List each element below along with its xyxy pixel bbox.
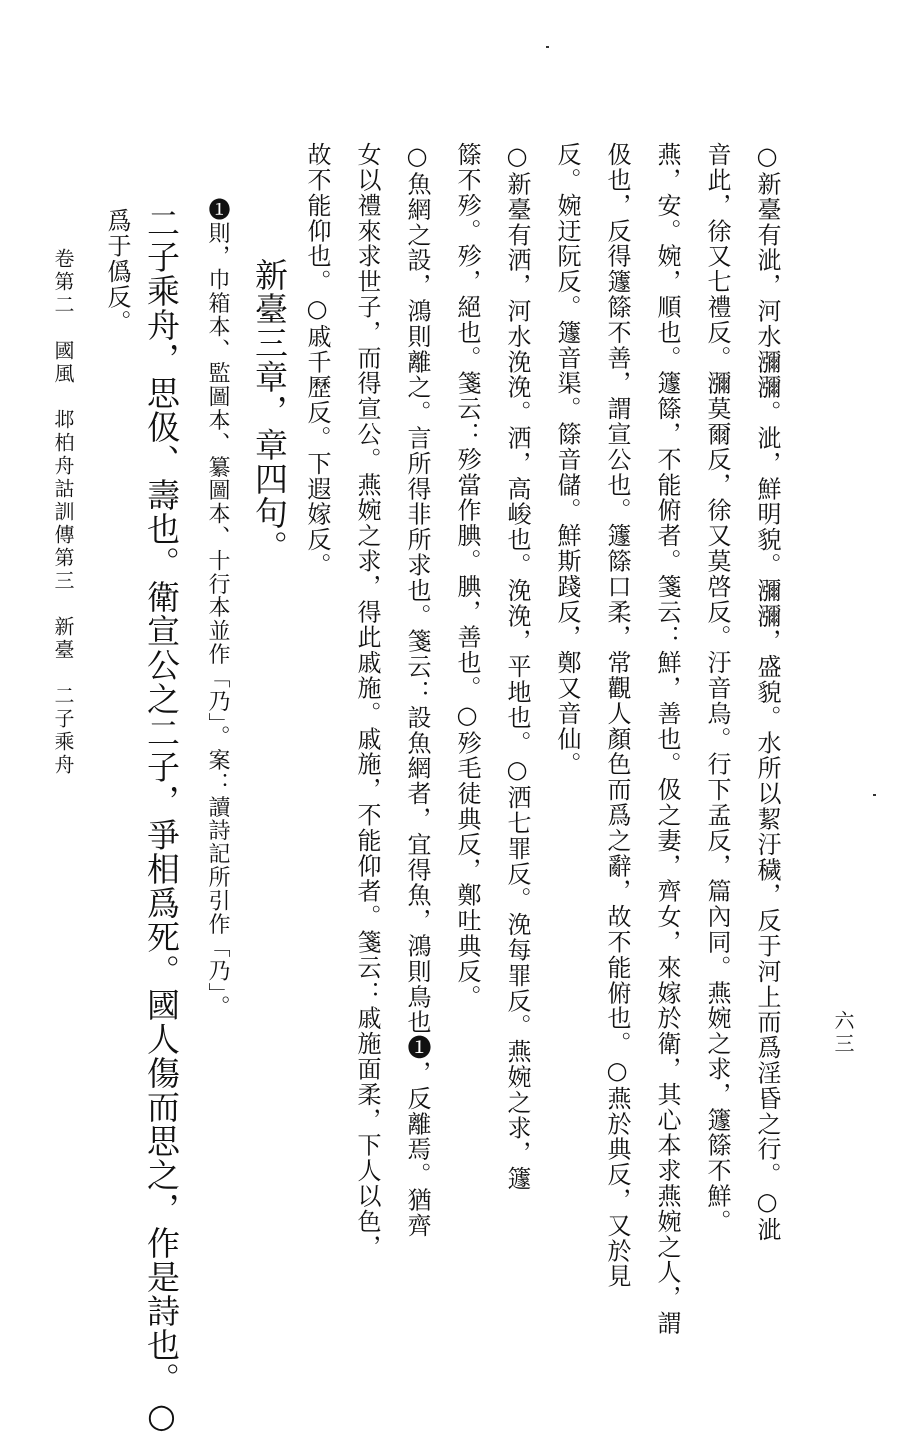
text-column-4: 伋也，反得籧篨不善，謂宣公也。籧篨口柔，常觀人顏色而爲之辭，故不能俯也。○燕於典反，又於見 <box>603 142 631 1289</box>
collation-note: ❶則，巾箱本、監圖本、纂圖本、十行本並作「乃」。案：讀詩記所引作「乃」。 <box>205 198 230 1019</box>
text-column-10: 故不能仰也。○戚千歷反。下遐嫁反。 <box>303 142 331 578</box>
text-column-8: ○魚網之設，鴻則離之。言所得非所求也。箋云：設魚網者，宜得魚，鴻則鳥也❶，反離焉。猶齊 <box>403 142 431 1239</box>
text-column-2: 音此，徐又七禮反。瀰莫爾反，徐又莫啓反。汙音烏。行下孟反，篇內同。燕婉之求，籧篨不鮮。 <box>703 142 731 1235</box>
running-header: 卷第二 國風 邶柏舟詁訓傳第三 新臺 二子乘舟 <box>51 248 75 777</box>
text-column-3: 燕，安。婉，順也。籧篨，不能俯者。箋云：鮮，善也。伋之妻，齊女，來嫁於衛，其心本求燕婉之人，謂 <box>653 142 681 1336</box>
text-column-1: ○新臺有泚，河水瀰瀰。泚，鮮明貌。瀰瀰，盛貌。水所以絜汙穢，反于河上而爲淫昏之行。○泚 <box>753 142 781 1243</box>
text-column-6: ○新臺有洒，河水浼浼。洒，高峻也。浼浼，平地也。○洒七罪反。浼每罪反。燕婉之求，籧 <box>503 142 531 1192</box>
poem-preface: 二子乘舟，思伋、壽也。衛宣公之二子，爭相爲死。國人傷而思之，作是詩也。○ <box>142 206 181 1436</box>
scan-speck <box>873 794 876 796</box>
text-column-9: 女以禮來求世子，而得宣公。燕婉之求，得此戚施。戚施，不能仰者。箋云：戚施面柔，下人以色， <box>353 142 381 1260</box>
scan-speck <box>546 46 549 48</box>
text-column-7: 篨不殄。殄，絕也。箋云：殄當作腆。腆，善也。○殄毛徒典反，鄭吐典反。 <box>453 142 481 1010</box>
text-column-5: 反。婉迂阮反。籧音渠。篨音儲。鮮斯踐反，鄭又音仙。 <box>553 142 581 777</box>
pronunciation-note: 爲于僞反。 <box>103 208 131 335</box>
page-number: 六三 <box>831 1010 855 1056</box>
chapter-count-heading: 新臺三章，章四句。 <box>250 258 289 564</box>
